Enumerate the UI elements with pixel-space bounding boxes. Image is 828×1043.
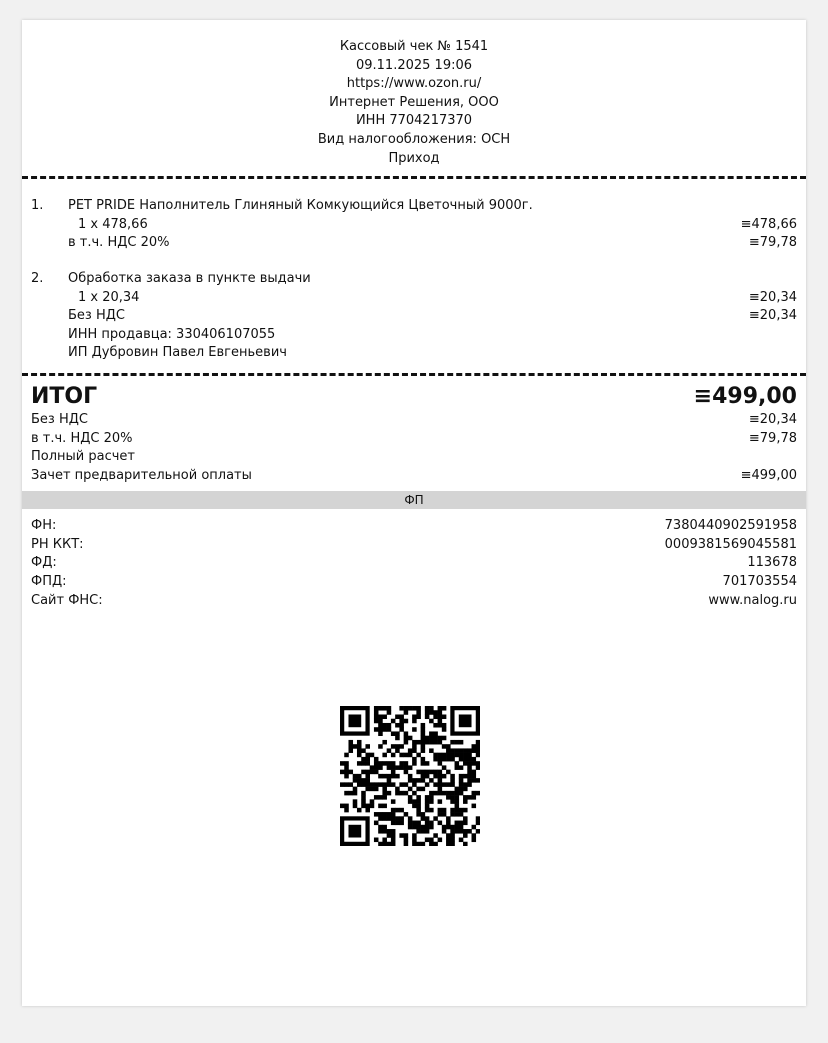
fiscal-value: 7380440902591958 [664,518,797,534]
company-name: Интернет Решения, ООО [329,94,499,110]
prepayment-value: ≡499,00 [740,467,797,483]
item-vat-sum: ≡79,78 [748,235,797,251]
item-sum: ≡478,66 [740,216,797,232]
receipt [22,20,806,1006]
total-label: ИТОГ [31,383,98,409]
payment-type: Полный расчет [31,449,135,465]
item-list [22,179,806,363]
list-item [31,270,797,363]
qr-code-icon [340,706,480,846]
fiscal-row [31,517,797,536]
item-vat-sum: ≡20,34 [748,308,797,324]
no-vat-label: Без НДС [31,411,88,427]
company-inn: ИНН 7704217370 [355,113,473,129]
fp-bar: ФП [22,491,806,509]
vat20-label: в т.ч. НДС 20% [31,430,133,446]
totals-section [22,376,806,485]
tax-system: Вид налогообложения: ОСН [317,131,511,147]
fiscal-label: ФД: [31,555,57,571]
seller-site-link[interactable]: https://www.ozon.ru/ [346,76,482,92]
vat20-value: ≡79,78 [748,430,797,446]
item-vat-label: в т.ч. НДС 20% [68,235,170,251]
receipt-number: Кассовый чек № 1541 [339,39,489,54]
fiscal-label: ФН: [31,518,57,534]
fiscal-value: 113678 [747,555,797,571]
fiscal-value: 0009381569045581 [664,536,797,552]
item-name: Обработка заказа в пункте выдачи [68,270,311,286]
item-vat-label: Без НДС [68,308,125,324]
receipt-datetime: 09.11.2025 19:06 [355,57,473,73]
qr-code [340,706,480,846]
fiscal-row [31,592,797,611]
fiscal-label: ФПД: [31,574,67,590]
fiscal-data [22,509,806,610]
item-seller-name: ИП Дубровин Павел Евгеньевич [68,345,287,361]
fiscal-value: 701703554 [722,574,797,590]
item-number: 2. [31,270,44,286]
total-value: ≡499,00 [693,383,797,409]
fiscal-label: Сайт ФНС: [31,592,103,608]
fiscal-row [31,536,797,555]
item-name: PET PRIDE Наполнитель Глиняный Комкующийся Цветочный 9000г. [68,198,533,214]
item-qty-price: 1 x 20,34 [78,289,140,305]
receipt-header [22,20,806,168]
fiscal-row [31,554,797,573]
item-seller-inn: ИНН продавца: 330406107055 [68,326,276,342]
operation-type: Приход [388,150,440,166]
prepayment-label: Зачет предварительной оплаты [31,467,252,483]
fiscal-value: www.nalog.ru [708,592,797,608]
fiscal-label: РН ККТ: [31,536,84,552]
list-item [31,197,797,253]
no-vat-value: ≡20,34 [748,411,797,427]
item-number: 1. [31,198,44,214]
item-qty-price: 1 x 478,66 [78,216,148,232]
fiscal-row [31,573,797,592]
item-sum: ≡20,34 [748,289,797,305]
